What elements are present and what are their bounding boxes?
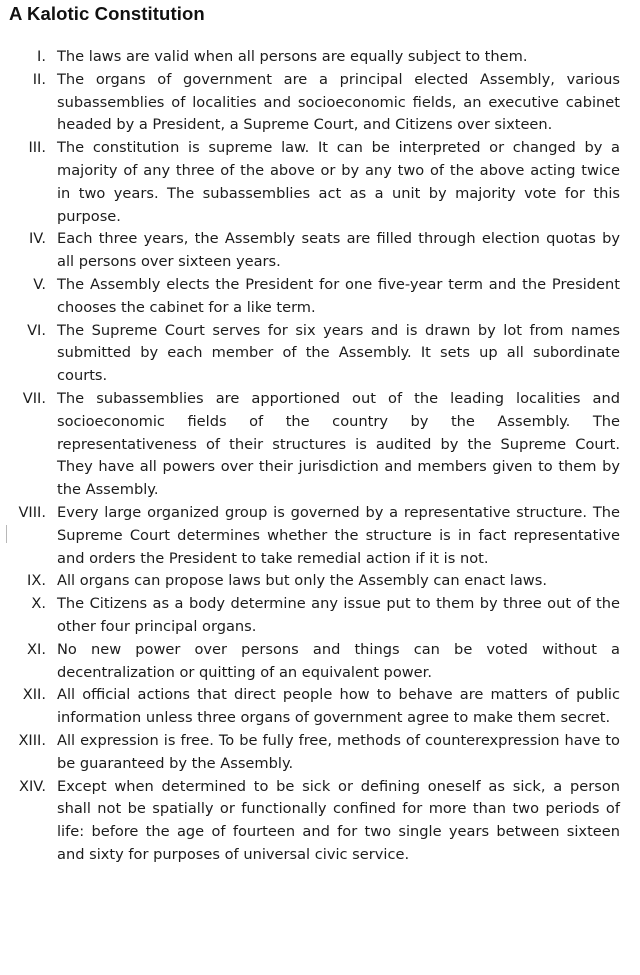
- article-text: All organs can propose laws but only the Assembly can enact laws.: [57, 572, 547, 590]
- article-12: [0, 684, 640, 730]
- article-11: [0, 639, 640, 685]
- article-text: The Supreme Court serves for six years and is drawn by lot from names submitted by each member of the Assembly. It sets up all subordinate courts.: [57, 321, 620, 385]
- article-6: [0, 320, 640, 388]
- article-text: Each three years, the Assembly seats are filled through election quotas by all persons over sixteen years.: [57, 230, 620, 271]
- article-numeral: XIII.: [18, 731, 46, 749]
- article-13: [0, 730, 640, 776]
- article-text: All expression is free. To be fully free, methods of counterexpression have to be guaranteed by the Assembly.: [57, 731, 620, 772]
- article-text: The Assembly elects the President for one five-year term and the President chooses the cabinet for a like term.: [57, 275, 620, 316]
- article-numeral: X.: [31, 595, 46, 613]
- article-text: The laws are valid when all persons are equally subject to them.: [57, 48, 528, 65]
- article-10: [0, 593, 640, 639]
- article-14: [0, 776, 640, 867]
- article-numeral: I.: [37, 48, 46, 65]
- article-numeral: XII.: [22, 686, 46, 704]
- article-text: Except when determined to be sick or defining oneself as sick, a person shall not be spatially or functionally confined for more than two periods of life: before the age of fourteen and for two single years between sixteen and sixty for purposes of universal civic service.: [57, 777, 620, 863]
- article-text: Every large organized group is governed by a representative structure. The Supreme Court determines whether the structure is in fact representative and orders the President to take remedial action if it is not.: [57, 503, 620, 567]
- article-9: [0, 570, 640, 593]
- article-text: No new power over persons and things can be voted without a decentralization or quitting of an equivalent power.: [57, 640, 620, 681]
- article-text: The organs of government are a principal elected Assembly, various subassemblies of localities and socioeconomic fields, an executive cabinet headed by a President, a Supreme Court, and Citizens over sixteen.: [57, 70, 620, 134]
- margin-mark: [6, 525, 7, 543]
- article-8: [0, 502, 640, 570]
- article-text: The Citizens as a body determine any issue put to them by three out of the other four principal organs.: [57, 595, 620, 635]
- article-4: [0, 228, 640, 274]
- article-3: [0, 137, 640, 228]
- article-numeral: IV.: [28, 230, 46, 248]
- article-text: The constitution is supreme law. It can be interpreted or changed by a majority of any three of the above or by any two of the above acting twice in two years. The subassemblies act as a unit by majority vote for this purpose.: [57, 139, 620, 225]
- article-numeral: VI.: [27, 321, 46, 339]
- article-numeral: XIV.: [18, 777, 46, 795]
- article-numeral: IX.: [27, 572, 46, 590]
- article-2: [0, 69, 640, 137]
- article-text: All official actions that direct people how to behave are matters of public information unless three organs of government agree to make them secret.: [57, 686, 620, 727]
- article-numeral: III.: [28, 139, 46, 157]
- article-text: The subassemblies are apportioned out of the leading localities and socioeconomic fields of the country by the Assembly. The representativeness of their structures is audited by the Supreme Court. They have all powers over their jurisdiction and members given to them by the Assembly.: [57, 389, 620, 499]
- article-numeral: XI.: [27, 640, 46, 658]
- article-7: [0, 388, 640, 502]
- article-numeral: II.: [32, 70, 46, 88]
- document-title: A Kalotic Constitution: [9, 3, 205, 24]
- article-list: [0, 46, 640, 867]
- article-5: [0, 274, 640, 320]
- article-numeral: V.: [33, 275, 46, 293]
- article-1: [0, 46, 640, 69]
- article-numeral: VII.: [22, 389, 46, 407]
- article-numeral: VIII.: [18, 503, 46, 521]
